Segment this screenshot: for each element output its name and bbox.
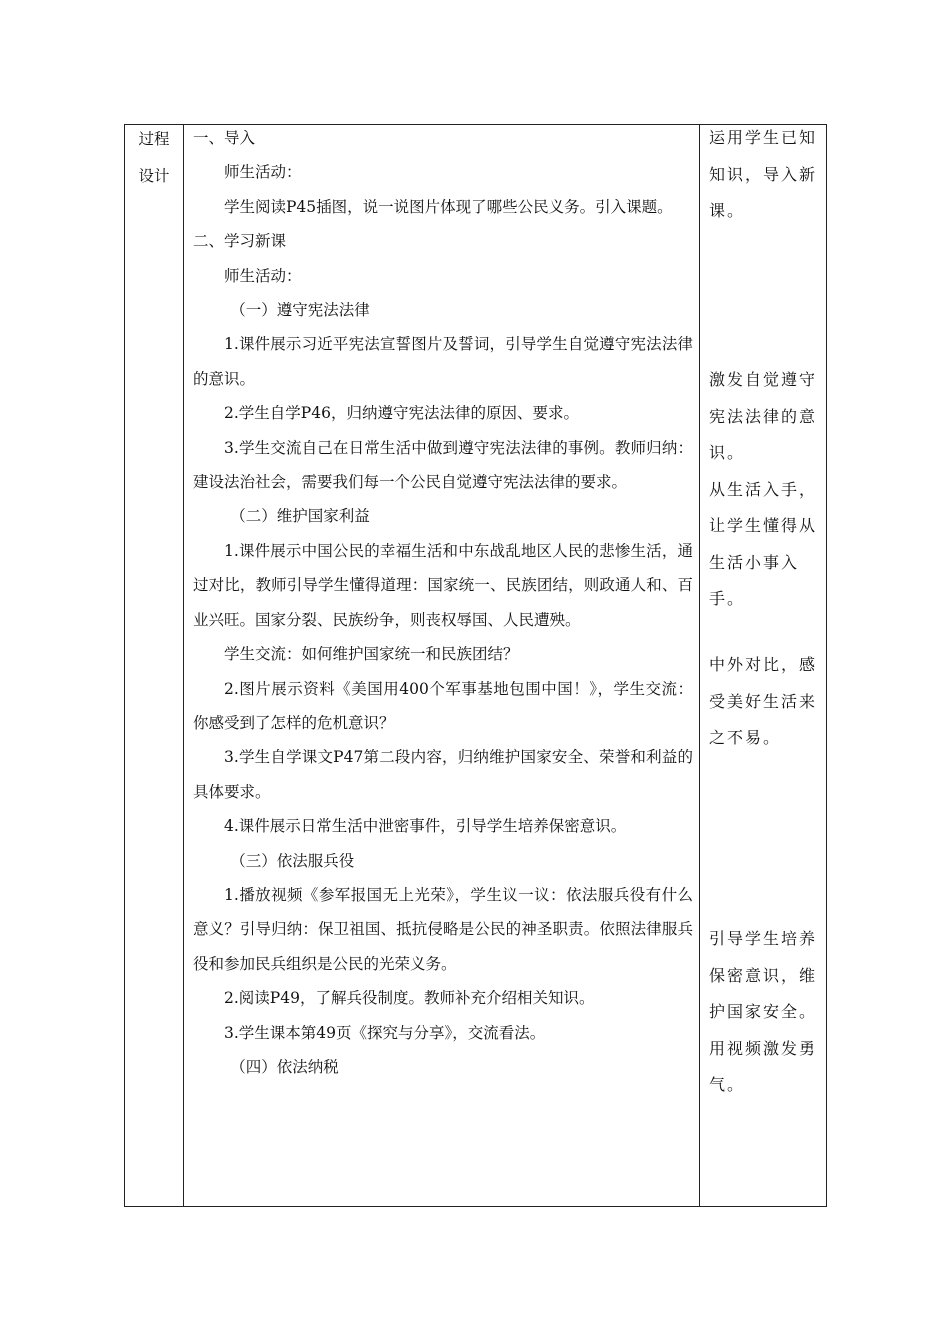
note-line: 气。 xyxy=(709,1075,746,1094)
paragraph: 学生交流：如何维护国家统一和民族团结？ xyxy=(224,645,519,664)
note-line: 宪法法律的意 xyxy=(709,406,818,426)
note-line: 从生活入手， xyxy=(709,479,818,499)
note-line: 受美好生活来 xyxy=(709,691,818,711)
paragraph: 师生活动： xyxy=(224,163,302,182)
design-note xyxy=(709,921,821,1104)
paragraph: 2.学生自学P46，归纳遵守宪法法律的原因、要求。 xyxy=(224,404,579,423)
paragraph: 3.学生课本第49页《探究与分享》，交流看法。 xyxy=(224,1023,546,1042)
note-line: 保密意识，维 xyxy=(709,965,818,985)
paragraph: 1.播放视频《参军报国无上光荣》，学生议一议：依法服兵役有什么意义？引导归纳：保卫祖国、抵抗侵略是公民的神圣职责。依照法律服兵役和参加民兵组织是公民的光荣义务。 xyxy=(193,885,693,973)
paragraph: 学生阅读P45插图，说一说图片体现了哪些公民义务。引入课题。 xyxy=(224,197,673,216)
column-divider xyxy=(183,125,184,1206)
paragraph: 师生活动： xyxy=(224,266,302,285)
paragraph: 3.学生交流自己在日常生活中做到遵守宪法法律的事例。教师归纳：建设法治社会，需要我们每一个公民自觉遵守宪法法律的要求。 xyxy=(193,438,693,492)
process-content xyxy=(193,121,693,1084)
note-line: 生活小事入 xyxy=(709,552,800,572)
paragraph: 2.图片展示资料《美国用400个军事基地包围中国！》，学生交流：你感受到了怎样的危机意识？ xyxy=(193,679,693,732)
note-line: 课。 xyxy=(709,201,746,220)
heading-new-lesson: 二、学习新课 xyxy=(193,232,287,251)
column-divider xyxy=(699,125,700,1206)
note-line: 识。 xyxy=(709,443,746,462)
section-label-line: 过程 xyxy=(138,130,170,148)
section-label-line: 设计 xyxy=(138,167,170,185)
note-line: 运用学生已知 xyxy=(709,128,818,147)
paragraph: 3.学生自学课文P47第二段内容，归纳维护国家安全、荣誉和利益的具体要求。 xyxy=(193,748,693,801)
note-line: 护国家安全。 xyxy=(709,1002,818,1021)
design-note xyxy=(709,362,821,618)
paragraph: 1.课件展示中国公民的幸福生活和中东战乱地区人民的悲惨生活，通过对比，教师引导学生懂得道理：国家统一、民族团结，则政通人和、百业兴旺。国家分裂、民族纷争，则丧权辱国、人民遭殃。 xyxy=(193,541,693,629)
note-line: 让学生懂得从 xyxy=(709,516,818,535)
subheading: （三）依法服兵役 xyxy=(230,851,355,870)
heading-intro: 一、导入 xyxy=(193,129,256,147)
note-line: 之不易。 xyxy=(709,728,782,747)
paragraph: 2.阅读P49，了解兵役制度。教师补充介绍相关知识。 xyxy=(224,989,595,1008)
paragraph: 4.课件展示日常生活中泄密事件，引导学生培养保密意识。 xyxy=(224,817,627,836)
paragraph: 1.课件展示习近平宪法宣誓图片及誓词，引导学生自觉遵守宪法法律的意识。 xyxy=(193,335,693,388)
note-line: 引导学生培养 xyxy=(709,929,818,948)
subheading: （四）依法纳税 xyxy=(230,1057,339,1076)
section-label xyxy=(125,121,183,195)
note-line: 知识，导入新 xyxy=(709,164,818,184)
lesson-process-table xyxy=(124,124,827,1207)
design-note xyxy=(709,120,821,230)
note-line: 手。 xyxy=(709,589,746,608)
subheading: （一）遵守宪法法律 xyxy=(230,301,370,320)
subheading: （二）维护国家利益 xyxy=(230,507,370,526)
design-note xyxy=(709,647,821,757)
note-line: 用视频激发勇 xyxy=(709,1038,818,1058)
note-line: 中外对比，感 xyxy=(709,655,818,674)
note-line: 激发自觉遵守 xyxy=(709,370,818,389)
